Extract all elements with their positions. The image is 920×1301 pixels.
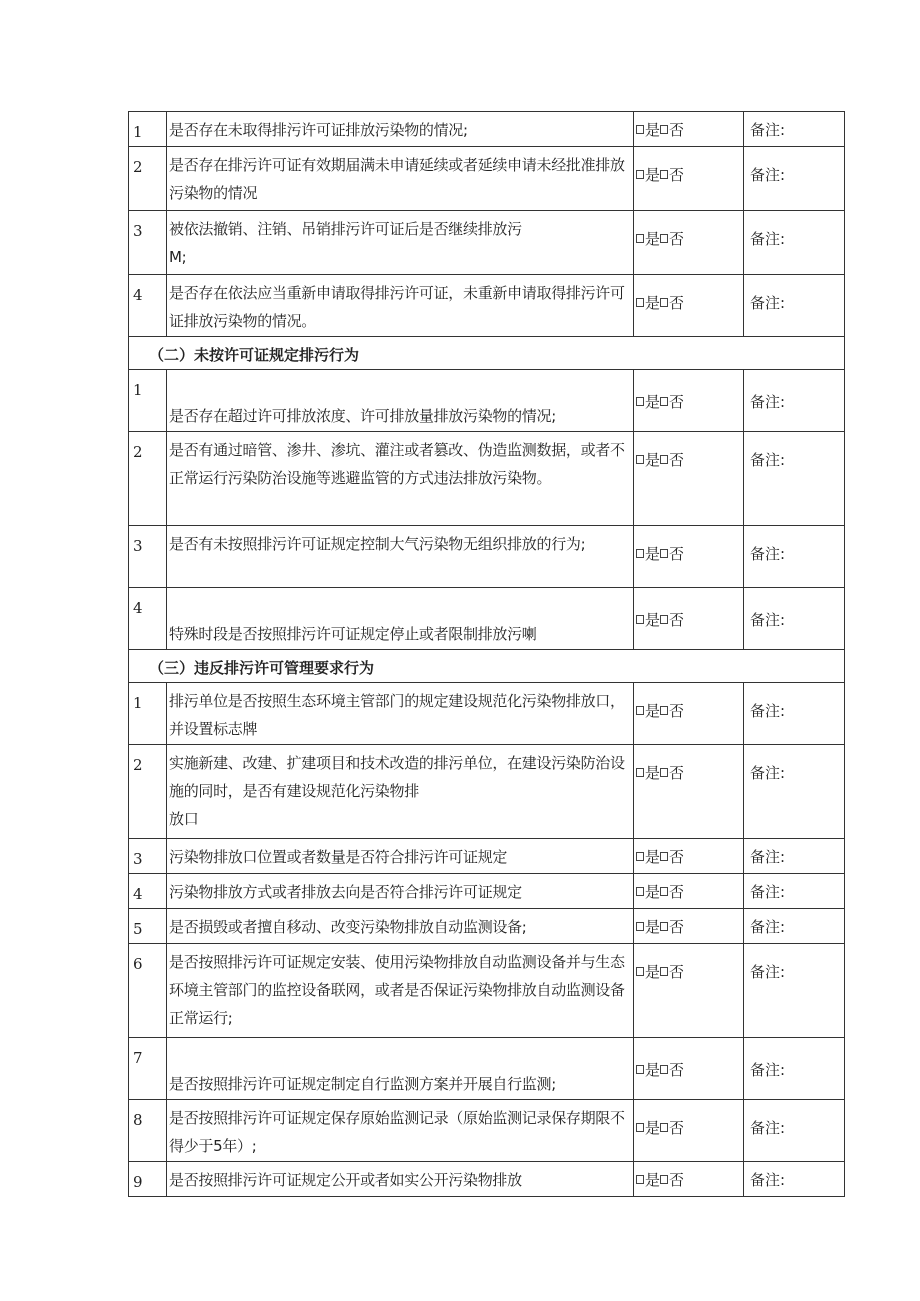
remark-cell[interactable]: 备注: bbox=[744, 432, 845, 526]
blank-line bbox=[169, 1042, 631, 1070]
no-label: 否 bbox=[669, 230, 685, 248]
yes-label: 是 bbox=[645, 963, 661, 981]
no-checkbox-icon[interactable] bbox=[660, 967, 668, 976]
yes-checkbox-icon[interactable] bbox=[636, 852, 644, 861]
no-label: 否 bbox=[669, 883, 685, 901]
yes-label: 是 bbox=[645, 451, 661, 469]
description-text: 是否损毁或者擅自移动、改变污染物排放自动监测设备; bbox=[169, 918, 527, 936]
no-label: 否 bbox=[669, 393, 685, 411]
yes-no-options bbox=[634, 370, 744, 432]
yes-no-options bbox=[634, 275, 744, 337]
remark-cell[interactable]: 备注: bbox=[744, 839, 845, 874]
no-checkbox-icon[interactable] bbox=[660, 125, 668, 134]
no-label: 否 bbox=[669, 1061, 685, 1079]
row-description bbox=[167, 370, 634, 432]
row-number: 8 bbox=[129, 1100, 167, 1162]
no-label: 否 bbox=[669, 963, 685, 981]
description-text: 是否存在排污许可证有效期届满未申请延续或者延续申请未经批准排放污染物的情况 bbox=[169, 156, 625, 202]
description-text: 是否有通过暗管、渗井、渗坑、灌注或者篡改、伪造监测数据，或者不正常运行污染防治设施等逃避监管的方式违法排放污染物。 bbox=[169, 441, 625, 487]
yes-checkbox-icon[interactable] bbox=[636, 615, 644, 624]
yes-no-options bbox=[634, 432, 744, 526]
table-row bbox=[129, 1162, 845, 1197]
no-label: 否 bbox=[669, 121, 685, 139]
description-text: 是否按照排污许可证规定保存原始监测记录（原始监测记录保存期限不得少于5年）; bbox=[169, 1109, 625, 1155]
row-description bbox=[167, 432, 634, 526]
row-number: 3 bbox=[129, 526, 167, 588]
yes-no-options bbox=[634, 526, 744, 588]
yes-no-options bbox=[634, 588, 744, 650]
table-row bbox=[129, 909, 845, 944]
yes-no-options bbox=[634, 909, 744, 944]
description-text: 是否存在超过许可排放浓度、许可排放量排放污染物的情况; bbox=[169, 407, 556, 425]
row-description bbox=[167, 1100, 634, 1162]
yes-no-options bbox=[634, 839, 744, 874]
yes-checkbox-icon[interactable] bbox=[636, 549, 644, 558]
row-description bbox=[167, 112, 634, 147]
row-number: 5 bbox=[129, 909, 167, 944]
section-header-row bbox=[129, 337, 845, 370]
row-number: 1 bbox=[129, 112, 167, 147]
yes-label: 是 bbox=[645, 545, 661, 563]
table-row bbox=[129, 526, 845, 588]
row-description bbox=[167, 1038, 634, 1100]
yes-label: 是 bbox=[645, 166, 661, 184]
table-row bbox=[129, 874, 845, 909]
table-row bbox=[129, 745, 845, 839]
no-label: 否 bbox=[669, 1119, 685, 1137]
row-number: 1 bbox=[129, 683, 167, 745]
no-checkbox-icon[interactable] bbox=[660, 1175, 668, 1184]
row-description bbox=[167, 839, 634, 874]
yes-label: 是 bbox=[645, 1171, 661, 1189]
remark-cell[interactable]: 备注: bbox=[744, 112, 845, 147]
yes-checkbox-icon[interactable] bbox=[636, 967, 644, 976]
no-label: 否 bbox=[669, 764, 685, 782]
yes-checkbox-icon[interactable] bbox=[636, 1123, 644, 1132]
yes-label: 是 bbox=[645, 764, 661, 782]
row-number: 6 bbox=[129, 944, 167, 1038]
no-checkbox-icon[interactable] bbox=[660, 922, 668, 931]
row-number: 1 bbox=[129, 370, 167, 432]
yes-label: 是 bbox=[645, 883, 661, 901]
no-checkbox-icon[interactable] bbox=[660, 170, 668, 179]
description-text-continued: M; bbox=[169, 248, 187, 266]
remark-cell[interactable]: 备注: bbox=[744, 526, 845, 588]
no-checkbox-icon[interactable] bbox=[660, 549, 668, 558]
remark-cell[interactable]: 备注: bbox=[744, 1038, 845, 1100]
description-text: 是否有未按照排污许可证规定控制大气污染物无组织排放的行为; bbox=[169, 535, 586, 553]
remark-cell[interactable]: 备注: bbox=[744, 1162, 845, 1197]
description-text: 特殊时段是否按照排污许可证规定停止或者限制排放污喇 bbox=[169, 625, 537, 643]
no-checkbox-icon[interactable] bbox=[660, 455, 668, 464]
table-row bbox=[129, 275, 845, 337]
yes-label: 是 bbox=[645, 121, 661, 139]
description-text: 是否存在依法应当重新申请取得排污许可证，未重新申请取得排污许可证排放污染物的情况。 bbox=[169, 284, 625, 330]
section-title: （三）违反排污许可管理要求行为 bbox=[129, 650, 845, 683]
remark-cell[interactable]: 备注: bbox=[744, 147, 845, 211]
yes-checkbox-icon[interactable] bbox=[636, 170, 644, 179]
section-header-row bbox=[129, 650, 845, 683]
row-description bbox=[167, 147, 634, 211]
no-checkbox-icon[interactable] bbox=[660, 706, 668, 715]
remark-cell[interactable]: 备注: bbox=[744, 588, 845, 650]
row-number: 2 bbox=[129, 745, 167, 839]
table-row bbox=[129, 1038, 845, 1100]
description-text-continued: 放口 bbox=[169, 810, 199, 828]
yes-no-options bbox=[634, 874, 744, 909]
table-row bbox=[129, 211, 845, 275]
yes-checkbox-icon[interactable] bbox=[636, 922, 644, 931]
yes-no-options bbox=[634, 683, 744, 745]
no-label: 否 bbox=[669, 451, 685, 469]
yes-no-options bbox=[634, 1100, 744, 1162]
row-number: 2 bbox=[129, 432, 167, 526]
no-label: 否 bbox=[669, 611, 685, 629]
yes-checkbox-icon[interactable] bbox=[636, 1175, 644, 1184]
table-row bbox=[129, 370, 845, 432]
no-label: 否 bbox=[669, 545, 685, 563]
description-text: 是否按照排污许可证规定公开或者如实公开污染物排放 bbox=[169, 1171, 522, 1189]
remark-cell[interactable]: 备注: bbox=[744, 874, 845, 909]
yes-checkbox-icon[interactable] bbox=[636, 298, 644, 307]
yes-no-options bbox=[634, 147, 744, 211]
description-text: 污染物排放口位置或者数量是否符合排污许可证规定 bbox=[169, 848, 508, 866]
description-text: 是否存在未取得排污许可证排放污染物的情况; bbox=[169, 121, 468, 139]
row-number: 3 bbox=[129, 211, 167, 275]
row-number: 2 bbox=[129, 147, 167, 211]
row-description bbox=[167, 1162, 634, 1197]
yes-checkbox-icon[interactable] bbox=[636, 234, 644, 243]
yes-label: 是 bbox=[645, 230, 661, 248]
yes-checkbox-icon[interactable] bbox=[636, 887, 644, 896]
yes-no-options bbox=[634, 1162, 744, 1197]
yes-checkbox-icon[interactable] bbox=[636, 397, 644, 406]
no-label: 否 bbox=[669, 918, 685, 936]
row-description bbox=[167, 683, 634, 745]
remark-cell[interactable]: 备注: bbox=[744, 909, 845, 944]
description-text: 排污单位是否按照生态环境主管部门的规定建设规范化污染物排放口，并设置标志牌 bbox=[169, 692, 625, 738]
row-number: 7 bbox=[129, 1038, 167, 1100]
row-number: 4 bbox=[129, 588, 167, 650]
table-row bbox=[129, 1100, 845, 1162]
remark-cell[interactable]: 备注: bbox=[744, 683, 845, 745]
table-row bbox=[129, 588, 845, 650]
yes-checkbox-icon[interactable] bbox=[636, 706, 644, 715]
row-description bbox=[167, 526, 634, 588]
yes-checkbox-icon[interactable] bbox=[636, 125, 644, 134]
table-row bbox=[129, 147, 845, 211]
table-row bbox=[129, 839, 845, 874]
no-label: 否 bbox=[669, 294, 685, 312]
blank-line bbox=[169, 374, 631, 402]
no-label: 否 bbox=[669, 702, 685, 720]
yes-label: 是 bbox=[645, 1119, 661, 1137]
no-checkbox-icon[interactable] bbox=[660, 397, 668, 406]
remark-cell[interactable]: 备注: bbox=[744, 275, 845, 337]
yes-label: 是 bbox=[645, 702, 661, 720]
no-label: 否 bbox=[669, 166, 685, 184]
table-row bbox=[129, 944, 845, 1038]
row-number: 4 bbox=[129, 275, 167, 337]
row-description bbox=[167, 211, 634, 275]
table-row bbox=[129, 432, 845, 526]
remark-cell[interactable]: 备注: bbox=[744, 370, 845, 432]
row-description bbox=[167, 944, 634, 1038]
no-checkbox-icon[interactable] bbox=[660, 615, 668, 624]
yes-checkbox-icon[interactable] bbox=[636, 1065, 644, 1074]
yes-label: 是 bbox=[645, 1061, 661, 1079]
no-label: 否 bbox=[669, 1171, 685, 1189]
no-checkbox-icon[interactable] bbox=[660, 852, 668, 861]
description-text: 是否按照排污许可证规定安装、使用污染物排放自动监测设备并与生态环境主管部门的监控设备联网，或者是否保证污染物排放自动监测设备正常运行; bbox=[169, 953, 625, 1027]
yes-label: 是 bbox=[645, 393, 661, 411]
no-checkbox-icon[interactable] bbox=[660, 1123, 668, 1132]
yes-checkbox-icon[interactable] bbox=[636, 768, 644, 777]
table-row bbox=[129, 683, 845, 745]
no-checkbox-icon[interactable] bbox=[660, 234, 668, 243]
description-text: 被依法撤销、注销、吊销排污许可证后是否继续排放污 bbox=[169, 220, 522, 238]
no-checkbox-icon[interactable] bbox=[660, 887, 668, 896]
no-checkbox-icon[interactable] bbox=[660, 298, 668, 307]
yes-no-options bbox=[634, 112, 744, 147]
yes-checkbox-icon[interactable] bbox=[636, 455, 644, 464]
no-checkbox-icon[interactable] bbox=[660, 1065, 668, 1074]
yes-label: 是 bbox=[645, 611, 661, 629]
description-text: 污染物排放方式或者排放去向是否符合排污许可证规定 bbox=[169, 883, 522, 901]
remark-cell[interactable]: 备注: bbox=[744, 211, 845, 275]
yes-no-options bbox=[634, 1038, 744, 1100]
yes-label: 是 bbox=[645, 918, 661, 936]
no-checkbox-icon[interactable] bbox=[660, 768, 668, 777]
row-description bbox=[167, 874, 634, 909]
description-text: 是否按照排污许可证规定制定自行监测方案并开展自行监测; bbox=[169, 1075, 556, 1093]
yes-no-options bbox=[634, 211, 744, 275]
row-number: 4 bbox=[129, 874, 167, 909]
table-row bbox=[129, 112, 845, 147]
section-title: （二）未按许可证规定排污行为 bbox=[129, 337, 845, 370]
yes-label: 是 bbox=[645, 848, 661, 866]
remark-cell[interactable]: 备注: bbox=[744, 745, 845, 839]
remark-cell[interactable]: 备注: bbox=[744, 944, 845, 1038]
no-label: 否 bbox=[669, 848, 685, 866]
yes-no-options bbox=[634, 745, 744, 839]
description-text: 实施新建、改建、扩建项目和技术改造的排污单位，在建设污染防治设施的同时，是否有建设规范化污染物排 bbox=[169, 754, 625, 800]
row-description bbox=[167, 745, 634, 839]
blank-line bbox=[169, 592, 631, 620]
yes-label: 是 bbox=[645, 294, 661, 312]
row-description bbox=[167, 909, 634, 944]
yes-no-options bbox=[634, 944, 744, 1038]
remark-cell[interactable]: 备注: bbox=[744, 1100, 845, 1162]
row-description bbox=[167, 275, 634, 337]
row-number: 9 bbox=[129, 1162, 167, 1197]
row-number: 3 bbox=[129, 839, 167, 874]
inspection-table bbox=[128, 111, 845, 1197]
row-description bbox=[167, 588, 634, 650]
